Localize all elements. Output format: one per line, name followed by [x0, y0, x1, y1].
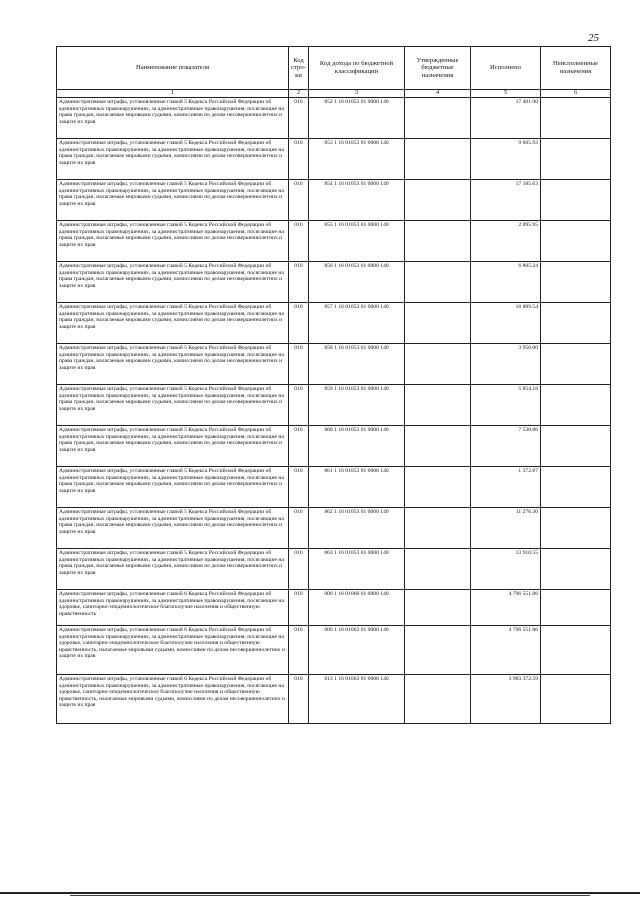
- line-code-cell: 010: [289, 626, 309, 675]
- line-code-cell: 010: [289, 590, 309, 626]
- executed-cell: 17 185.63: [471, 180, 541, 221]
- line-code-cell: 010: [289, 139, 309, 180]
- line-code-cell: 010: [289, 549, 309, 590]
- indicator-name-cell: Административные штрафы, установленные главой 5 Кодекса Российской Федерации об административных правонарушениях, за административные правонарушения, посягающие на права граждан, налагаемые мировыми судьями, комиссиями по делам несовершеннолетних и защите их прав: [57, 303, 289, 344]
- line-code-cell: 010: [289, 262, 309, 303]
- indicator-name-cell: Административные штрафы, установленные главой 5 Кодекса Российской Федерации об административных правонарушениях, за административные правонарушения, посягающие на права граждан, налагаемые мировыми судьями, комиссиями по делам несовершеннолетних и защите их прав: [57, 549, 289, 590]
- executed-cell: 1 372.87: [471, 467, 541, 508]
- indicator-name-cell: Административные штрафы, установленные главой 5 Кодекса Российской Федерации об административных правонарушениях, за административные правонарушения, посягающие на права граждан, налагаемые мировыми судьями, комиссиями по делам несовершеннолетних и защите их прав: [57, 426, 289, 467]
- header-income-code: Код дохода по бюджетной классификации: [309, 47, 405, 90]
- table-row: [57, 590, 611, 626]
- unexecuted-cell: [541, 303, 611, 344]
- scan-edge-line: [0, 892, 640, 894]
- indicator-name-cell: Административные штрафы, установленные главой 5 Кодекса Российской Федерации об административных правонарушениях, за административные правонарушения, посягающие на права граждан, налагаемые мировыми судьями, комиссиями по делам несовершеннолетних и защите их прав: [57, 467, 289, 508]
- line-code-cell: 010: [289, 385, 309, 426]
- executed-cell: 3 950.00: [471, 344, 541, 385]
- header-executed: Исполнено: [471, 47, 541, 90]
- indicator-name-cell: Административные штрафы, установленные главой 5 Кодекса Российской Федерации об административных правонарушениях, за административные правонарушения, посягающие на права граждан, налагаемые мировыми судьями, комиссиями по делам несовершеннолетних и защите их прав: [57, 98, 289, 139]
- header-indicator-name: Наименование показателя: [57, 47, 289, 90]
- table-row: [57, 303, 611, 344]
- line-code-cell: 010: [289, 221, 309, 262]
- unexecuted-cell: [541, 180, 611, 221]
- table-row: [57, 344, 611, 385]
- table-row: [57, 98, 611, 139]
- header-approved: Утвержденные бюджетные назначения: [405, 47, 471, 90]
- executed-cell: 6 805.24: [471, 262, 541, 303]
- income-code-cell: 863 1 16 01053 01 0000 140: [309, 549, 405, 590]
- indicator-name-cell: Административные штрафы, установленные главой 5 Кодекса Российской Федерации об административных правонарушениях, за административные правонарушения, посягающие на права граждан, налагаемые мировыми судьями, комиссиями по делам несовершеннолетних и защите их прав: [57, 262, 289, 303]
- unexecuted-cell: [541, 221, 611, 262]
- table-row: [57, 508, 611, 549]
- indicator-name-cell: Административные штрафы, установленные главой 5 Кодекса Российской Федерации об административных правонарушениях, за административные правонарушения, посягающие на права граждан, налагаемые мировыми судьями, комиссиями по делам несовершеннолетних и защите их прав: [57, 221, 289, 262]
- line-code-cell: 010: [289, 508, 309, 549]
- approved-cell: [405, 303, 471, 344]
- approved-cell: [405, 426, 471, 467]
- line-code-cell: 010: [289, 98, 309, 139]
- executed-cell: 4 796 551.86: [471, 590, 541, 626]
- executed-cell: 17 401.00: [471, 98, 541, 139]
- approved-cell: [405, 467, 471, 508]
- table-row: [57, 467, 611, 508]
- income-code-cell: 852 1 16 01053 01 0000 140: [309, 98, 405, 139]
- budget-execution-table: [56, 46, 611, 724]
- executed-cell: 4 796 551.86: [471, 626, 541, 675]
- executed-cell: 18 889.54: [471, 303, 541, 344]
- executed-cell: 5 854.18: [471, 385, 541, 426]
- approved-cell: [405, 180, 471, 221]
- unexecuted-cell: [541, 98, 611, 139]
- unexecuted-cell: [541, 549, 611, 590]
- executed-cell: 7 530.86: [471, 426, 541, 467]
- income-code-cell: 862 1 16 01053 01 0000 140: [309, 508, 405, 549]
- unexecuted-cell: [541, 344, 611, 385]
- table-row: [57, 549, 611, 590]
- header-line-code: Код стро-ки: [289, 47, 309, 90]
- approved-cell: [405, 262, 471, 303]
- approved-cell: [405, 508, 471, 549]
- indicator-name-cell: Административные штрафы, установленные главой 5 Кодекса Российской Федерации об административных правонарушениях, за административные правонарушения, посягающие на права граждан, налагаемые мировыми судьями, комиссиями по делам несовершеннолетних и защите их прав: [57, 385, 289, 426]
- approved-cell: [405, 675, 471, 724]
- indicator-name-cell: Административные штрафы, установленные главой 5 Кодекса Российской Федерации об административных правонарушениях, за административные правонарушения, посягающие на права граждан, налагаемые мировыми судьями, комиссиями по делам несовершеннолетних и защите их прав: [57, 344, 289, 385]
- line-code-cell: 010: [289, 467, 309, 508]
- income-code-cell: 859 1 16 01053 01 0000 140: [309, 385, 405, 426]
- column-number: 2: [289, 90, 309, 98]
- column-number-row: [57, 90, 611, 98]
- indicator-name-cell: Административные штрафы, установленные главой 5 Кодекса Российской Федерации об административных правонарушениях, за административные правонарушения, посягающие на права граждан, налагаемые мировыми судьями, комиссиями по делам несовершеннолетних и защите их прав: [57, 180, 289, 221]
- table-row: [57, 139, 611, 180]
- income-code-cell: 813 1 16 01063 01 0000 140: [309, 675, 405, 724]
- income-code-cell: 856 1 16 01053 01 0000 140: [309, 262, 405, 303]
- column-number: 1: [57, 90, 289, 98]
- header-unexecuted: Неисполненные назначения: [541, 47, 611, 90]
- page-number: 25: [588, 32, 599, 44]
- table-row: [57, 262, 611, 303]
- unexecuted-cell: [541, 467, 611, 508]
- indicator-name-cell: Административные штрафы, установленные главой 5 Кодекса Российской Федерации об административных правонарушениях, за административные правонарушения, посягающие на права граждан, налагаемые мировыми судьями, комиссиями по делам несовершеннолетних и защите их прав: [57, 508, 289, 549]
- unexecuted-cell: [541, 385, 611, 426]
- column-number: 4: [405, 90, 471, 98]
- approved-cell: [405, 344, 471, 385]
- line-code-cell: 010: [289, 675, 309, 724]
- table-row: [57, 675, 611, 724]
- income-code-cell: 855 1 16 01053 01 0000 140: [309, 221, 405, 262]
- income-code-cell: 854 1 16 01053 01 0000 140: [309, 180, 405, 221]
- indicator-name-cell: Административные штрафы, установленные главой 6 Кодекса Российской Федерации об административных правонарушениях, за административные правонарушения, посягающие на здоровье, санитарно-эпидемиологическое благополучие населения и общественную нравственность, налагаемые мировыми судьями, комиссиями по делам несовершеннолетних и защите их прав: [57, 675, 289, 724]
- income-code-cell: 858 1 16 01053 01 0000 140: [309, 344, 405, 385]
- income-code-cell: 000 1 16 01060 01 0000 140: [309, 590, 405, 626]
- approved-cell: [405, 385, 471, 426]
- approved-cell: [405, 549, 471, 590]
- unexecuted-cell: [541, 262, 611, 303]
- income-code-cell: 861 1 16 01053 01 0000 140: [309, 467, 405, 508]
- approved-cell: [405, 590, 471, 626]
- executed-cell: 2 095.95: [471, 221, 541, 262]
- line-code-cell: 010: [289, 426, 309, 467]
- scan-edge-line: [70, 895, 590, 896]
- unexecuted-cell: [541, 626, 611, 675]
- column-number: 6: [541, 90, 611, 98]
- line-code-cell: 010: [289, 303, 309, 344]
- executed-cell: 13 910.55: [471, 549, 541, 590]
- column-number: 3: [309, 90, 405, 98]
- executed-cell: 11 276.30: [471, 508, 541, 549]
- table-row: [57, 626, 611, 675]
- approved-cell: [405, 139, 471, 180]
- income-code-cell: 860 1 16 01053 01 0000 140: [309, 426, 405, 467]
- approved-cell: [405, 626, 471, 675]
- executed-cell: 3 903 372.59: [471, 675, 541, 724]
- unexecuted-cell: [541, 675, 611, 724]
- line-code-cell: 010: [289, 344, 309, 385]
- approved-cell: [405, 98, 471, 139]
- unexecuted-cell: [541, 508, 611, 549]
- executed-cell: 9 605.93: [471, 139, 541, 180]
- indicator-name-cell: Административные штрафы, установленные главой 5 Кодекса Российской Федерации об административных правонарушениях, за административные правонарушения, посягающие на права граждан, налагаемые мировыми судьями, комиссиями по делам несовершеннолетних и защите их прав: [57, 139, 289, 180]
- income-code-cell: 857 1 16 01053 01 0000 140: [309, 303, 405, 344]
- line-code-cell: 010: [289, 180, 309, 221]
- column-number: 5: [471, 90, 541, 98]
- header-row: [57, 47, 611, 90]
- income-code-cell: 000 1 16 01063 01 0000 140: [309, 626, 405, 675]
- indicator-name-cell: Административные штрафы, установленные главой 6 Кодекса Российской Федерации об административных правонарушениях, за административные правонарушения, посягающие на здоровье, санитарно-эпидемиологическое благополучие населения и общественную нравственность, налагаемые мировыми судьями, комиссиями по делам несовершеннолетних и защите их прав: [57, 626, 289, 675]
- unexecuted-cell: [541, 426, 611, 467]
- approved-cell: [405, 221, 471, 262]
- unexecuted-cell: [541, 139, 611, 180]
- table-row: [57, 180, 611, 221]
- table-row: [57, 385, 611, 426]
- indicator-name-cell: Административные штрафы, установленные главой 6 Кодекса Российской Федерации об административных правонарушениях, за административные правонарушения, посягающие на здоровье, санитарно-эпидемиологическое благополучие населения и общественную нравственность: [57, 590, 289, 626]
- income-code-cell: 853 1 16 01053 01 0000 140: [309, 139, 405, 180]
- unexecuted-cell: [541, 590, 611, 626]
- table-row: [57, 426, 611, 467]
- table-row: [57, 221, 611, 262]
